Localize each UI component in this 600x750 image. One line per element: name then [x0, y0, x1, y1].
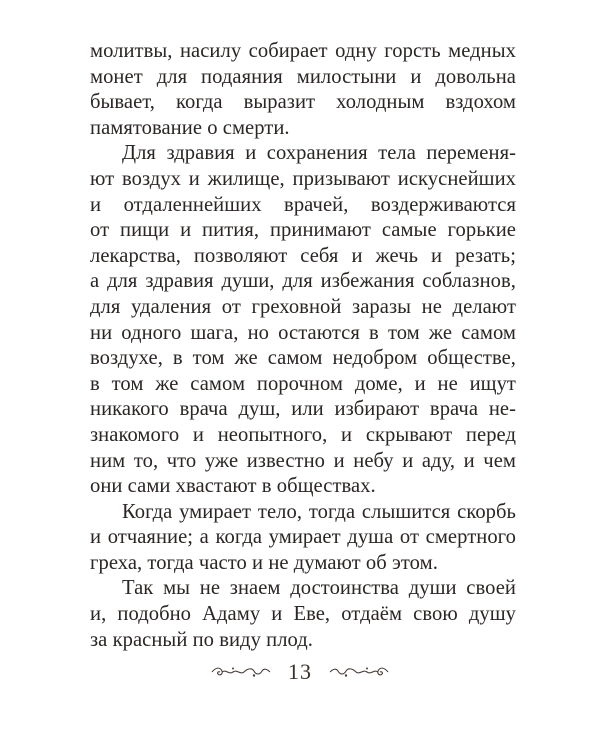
text-line: молитвы, насилу собирает одну горсть медных	[90, 40, 516, 62]
paragraph-2	[90, 141, 516, 499]
body-text	[90, 39, 516, 653]
text-line: в том же самом порочном доме, и не ищут	[90, 372, 516, 395]
page-number: 13	[288, 659, 312, 684]
text-line: от пищи и пития, принимают самые горькие	[90, 219, 516, 242]
page-footer	[0, 652, 600, 692]
text-line: воздухе, в том же самом недобром обществе,	[90, 347, 516, 370]
text-line: для удаления от греховной заразы не делают	[90, 295, 516, 318]
text-line: монет для подаяния милостыни и довольна	[90, 65, 516, 88]
text-line: греха, тогда часто и не думают об этом.	[90, 551, 438, 574]
text-line: памятование о смерти.	[90, 116, 290, 139]
right-flourish-ornament-icon	[328, 663, 390, 681]
left-flourish-ornament-icon	[210, 663, 272, 681]
text-line: ют воздух и жилище, призывают искуснейших	[90, 167, 516, 190]
paragraph-4	[90, 576, 516, 653]
paragraph-3	[90, 500, 516, 577]
text-line: бывает, когда выразит холодным вздохом	[90, 91, 516, 114]
text-line: и отчаяние; а когда умирает душа от смертного	[90, 526, 516, 549]
text-line: и, подобно Адаму и Еве, отдаём свою душу	[90, 603, 516, 626]
text-line: Когда умирает тело, тогда слышится скорбь	[122, 500, 516, 523]
text-line: Так мы не знаем достоинства души своей	[122, 577, 516, 600]
text-line: они сами хвастают в обществах.	[90, 475, 376, 498]
paragraph-1	[90, 39, 516, 141]
text-line: Для здравия и сохранения тела переменя-	[122, 142, 516, 165]
text-line: за красный по виду плод.	[90, 628, 313, 651]
text-line: лекарства, позволяют себя и жечь и резать;	[90, 244, 516, 267]
text-line: и отдаленнейших врачей, воздерживаются	[90, 193, 516, 216]
text-line: ни одного шага, но остаются в том же самом	[90, 321, 516, 344]
text-line: а для здравия души, для избежания соблазнов,	[90, 270, 516, 293]
text-line: никакого врача душ, или избирают врача не-	[90, 398, 516, 421]
text-line: знакомого и неопытного, и скрывают перед	[90, 423, 516, 446]
text-line: ним то, что уже известно и небу и аду, и чем	[90, 449, 516, 472]
